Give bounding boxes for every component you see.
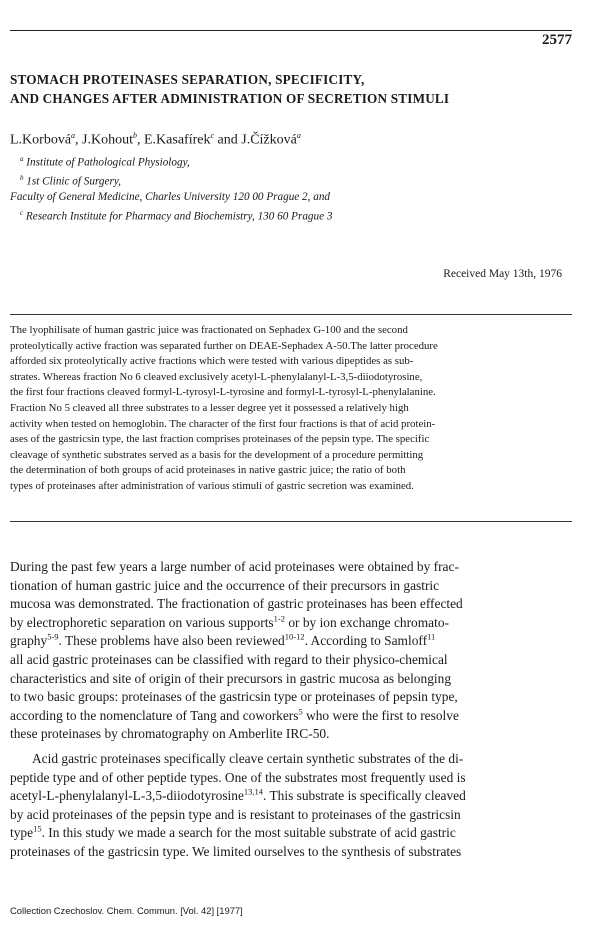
abstract-line: cleavage of synthetic substrates served as a basis for the development of a procedure permitting — [10, 448, 424, 461]
body-line: all acid gastric proteinases can be classified with regard to their physico-chemical — [10, 651, 448, 667]
author-4: J.Čížková — [241, 132, 297, 148]
body-text-run: . In this study we made a search for the most suitable substrate of acid gastric — [41, 825, 456, 841]
body-line — [10, 614, 576, 633]
abstract-bottom-rule — [10, 521, 572, 522]
body-line: by acid proteinases of the pepsin type and is resistant to proteinases of the gastricsin — [10, 806, 461, 822]
affiliation-c-mark: c — [20, 208, 24, 217]
affiliation-b-text: 1st Clinic of Surgery, — [26, 175, 121, 188]
citation-ref: 10-12 — [284, 631, 305, 642]
page-number: 2577 — [542, 32, 572, 48]
body-line: these proteinases by chromatography on Amberlite IRC-50. — [10, 726, 330, 742]
article-title — [10, 70, 580, 108]
journal-citation-footer: Collection Czechoslov. Chem. Commun. [Vol. 42] [1977] — [10, 905, 243, 916]
abstract-line: Fraction No 5 cleaved all three substrates to a lesser degree yet it possessed a relatively high — [10, 401, 409, 414]
abstract-line: ases of the gastricsin type, the last fraction comprises proteinases of the pepsin type. The specific — [10, 433, 430, 446]
body-line — [10, 787, 576, 806]
body-text-run: . These problems have also been reviewed — [58, 633, 285, 649]
body-text-run: graphy — [10, 633, 48, 649]
abstract — [10, 323, 572, 495]
abstract-line: The lyophilisate of human gastric juice was fractionated on Sephadex G-100 and the second — [10, 324, 408, 336]
body-line: characteristics and site of origin of their precursors in gastric mucosa as belonging — [10, 670, 452, 686]
abstract-line: types of proteinases after administration of various stimuli of gastric secretion was examined. — [10, 479, 414, 492]
abstract-line: afforded six proteolytically active fractions which were tested with various dipeptides as sub- — [10, 355, 414, 368]
received-date: Received May 13th, 1976 — [443, 268, 562, 280]
header-rule — [10, 30, 572, 31]
citation-ref: 5-9 — [47, 631, 59, 642]
abstract-top-rule — [10, 314, 572, 315]
body-text-run: type — [10, 825, 34, 841]
abstract-line: the determination of both groups of acid proteinases in native gastric juice; the ratio of both — [10, 464, 406, 477]
author-3: E.Kasafírek — [144, 132, 211, 148]
body-text — [10, 558, 576, 862]
body-line — [10, 824, 576, 843]
body-line: tionation of human gastric juice and the occurrence of their precursors in gastric — [10, 577, 440, 593]
body-text-run: who were the first to resolve — [302, 707, 459, 723]
body-text-run: . According to Samloff — [304, 633, 428, 649]
body-line — [10, 707, 576, 726]
body-text-run: acetyl-L-phenylalanyl-L-3,5-diiodotyrosine — [10, 788, 244, 804]
affiliation-b-mark: b — [20, 174, 24, 183]
author-1-mark: a — [71, 131, 76, 140]
citation-ref: 13,14 — [243, 786, 264, 797]
body-line: During the past few years a large number of acid proteinases were obtained by frac- — [10, 559, 459, 574]
affiliation-b — [10, 171, 580, 190]
body-text-run: by electrophoretic separation on various supports — [10, 614, 274, 630]
abstract-line: the first four fractions cleaved formyl-L-tyrosyl-L-tyrosine and formyl-L-tyrosyl-L-phenylalanine. — [10, 386, 436, 399]
body-line — [10, 632, 576, 651]
author-list: L.Korbová$^a$, J.Kohout$^b$, E.Kasafírek$^c$ and J.Čížková$^a$ — [10, 131, 301, 148]
affiliation-c — [10, 206, 580, 225]
body-line: peptide type and of other peptide types. One of the substrates most frequently used is — [10, 769, 466, 785]
citation-ref: 1-2 — [273, 613, 285, 624]
citation-ref: 5 — [298, 706, 303, 717]
affiliation-faculty: Faculty of General Medicine, Charles University 120 00 Prague 2, and — [10, 191, 331, 204]
abstract-line: strates. Whereas fraction No 6 cleaved exclusively acetyl-L-phenylalanyl-L-3,5-diiodotyrosine, — [10, 370, 423, 383]
affiliation-c-text: Research Institute for Pharmacy and Biochemistry, 130 60 Prague 3 — [25, 210, 333, 223]
body-text-run: according to the nomenclature of Tang and coworkers — [10, 707, 299, 723]
affiliation-a — [10, 152, 580, 171]
title-line-2: AND CHANGES AFTER ADMINISTRATION OF SECRETION STIMULI — [10, 91, 450, 106]
body-line: mucosa was demonstrated. The fractionation of gastric proteinases has been effected — [10, 596, 463, 612]
title-line-1: STOMACH PROTEINASES SEPARATION, SPECIFICITY, — [10, 72, 365, 87]
affiliation-a-mark: a — [20, 155, 24, 163]
body-line: to two basic groups: proteinases of the gastricsin type or proteinases of pepsin type, — [10, 689, 458, 705]
abstract-line: proteolytically active fraction was separated further on DEAE-Sephadex A-50.The latter procedure — [10, 339, 438, 352]
body-text-run: or by ion exchange chromato- — [285, 614, 449, 630]
citation-ref: 15 — [33, 823, 42, 834]
author-3-mark: c — [210, 131, 215, 140]
author-1: L.Korbová — [10, 132, 72, 148]
author-2-mark: b — [133, 131, 137, 140]
body-line: Acid gastric proteinases specifically cleave certain synthetic substrates of the di- — [32, 750, 464, 766]
author-4-mark: a — [296, 131, 301, 140]
body-text-run: . This substrate is specifically cleaved — [263, 788, 466, 804]
author-2: J.Kohout — [82, 132, 133, 148]
body-line: proteinases of the gastricsin type. We limited ourselves to the synthesis of substrates — [10, 843, 462, 859]
citation-ref: 11 — [427, 631, 436, 642]
affiliation-a-text: Institute of Pathological Physiology, — [26, 156, 190, 169]
abstract-line: activity when tested on hemoglobin. The character of the first four fractions is that of acid protein- — [10, 417, 436, 430]
author-conjunction: and — [217, 132, 238, 148]
affiliations — [10, 152, 580, 225]
